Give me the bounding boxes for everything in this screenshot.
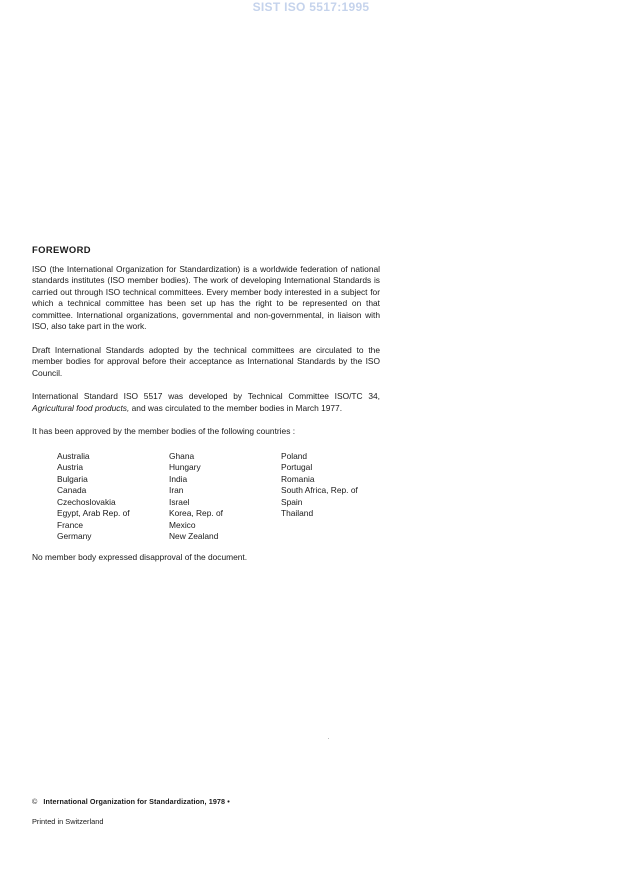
country-item: Czechoslovakia [57, 496, 116, 507]
country-item: Poland [281, 450, 308, 461]
no-disapproval-note: No member body expressed disapproval of the document. [32, 551, 248, 562]
country-item: Romania [281, 473, 315, 484]
scan-speck [328, 738, 329, 739]
document-watermark: SIST ISO 5517:1995 [252, 0, 370, 14]
foreword-heading: FOREWORD [32, 244, 91, 255]
foreword-paragraph-2: Draft International Standards adopted by the technical committees are circulated to the member bodies for approval before their acceptance as International Standards by the ISO Council. [32, 344, 380, 378]
paragraph-3-text-start: International Standard ISO 5517 was developed by Technical Committee ISO/TC 34, [32, 391, 380, 401]
country-item: South Africa, Rep. of [281, 485, 358, 495]
countries-column-3 [281, 451, 393, 543]
country-item: Iran [169, 485, 184, 495]
country-item: Korea, Rep. of [169, 508, 224, 518]
country-item: Egypt, Arab Rep. of [57, 508, 130, 518]
country-item: New Zealand [169, 531, 219, 541]
country-item: Hungary [169, 462, 201, 472]
committee-title: Agricultural food products, [32, 402, 130, 413]
countries-column-2 [169, 451, 281, 543]
country-item: Spain [281, 496, 303, 507]
approval-intro: It has been approved by the member bodies of the following countries : [32, 426, 296, 436]
foreword-paragraph-1: ISO (the International Organization for Standardization) is a worldwide federation of national standards institutes (ISO member bodies). The work of developing International Standards is carried out through ISO technical committees. Every member body interested in a subject for which a technical committee has been set up has the right to be represented on that committee. International organizations, governmental and non-governmental, in liaison with ISO, also take part in the work. [32, 263, 380, 331]
country-item: Germany [57, 531, 92, 541]
foreword-section [32, 244, 380, 563]
copyright-text: International Organization for Standardization, 1978 • [43, 797, 230, 806]
foreword-paragraph-3 [32, 391, 380, 414]
country-item: Austria [57, 462, 84, 472]
country-item: France [57, 519, 84, 530]
printed-in-note: Printed in Switzerland [32, 817, 104, 826]
country-item: Israel [169, 496, 190, 507]
country-item: India [169, 473, 188, 484]
paragraph-3-text-end: and was circulated to the member bodies in March 1977. [129, 402, 343, 413]
countries-column-1 [57, 451, 169, 543]
country-item: Thailand [281, 508, 314, 518]
country-item: Ghana [169, 450, 195, 461]
country-item: Australia [57, 450, 90, 461]
country-item: Mexico [169, 519, 196, 530]
copyright-line [32, 797, 230, 806]
country-item: Canada [57, 485, 87, 495]
country-item: Bulgaria [57, 473, 88, 484]
countries-list [57, 451, 380, 543]
copyright-icon: © [32, 797, 38, 806]
country-item: Portugal [281, 462, 313, 472]
